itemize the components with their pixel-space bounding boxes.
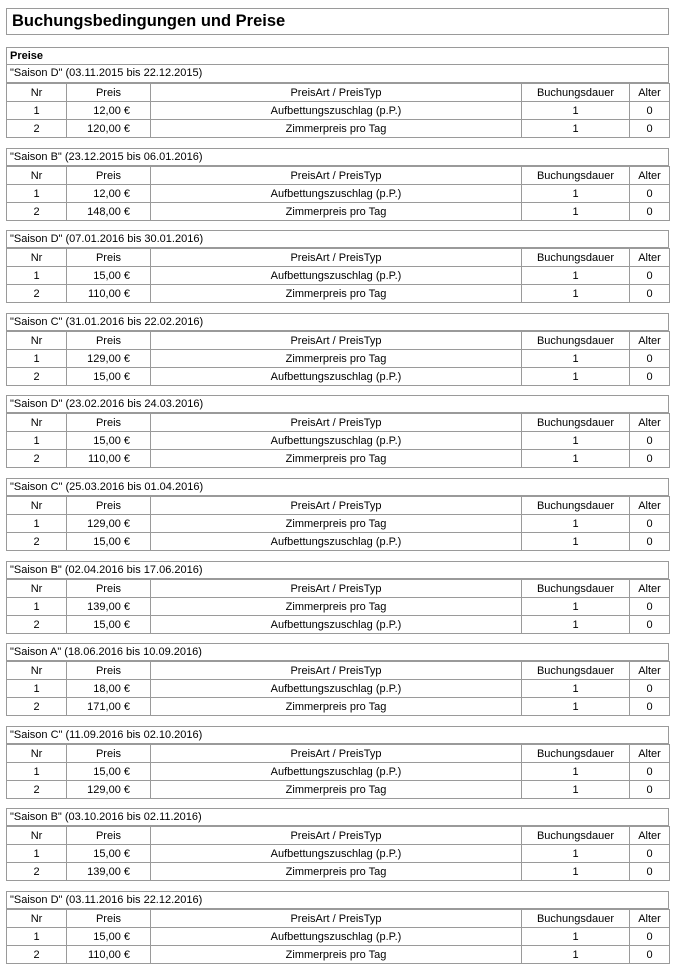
- column-header-preisart: PreisArt / PreisTyp: [151, 332, 522, 350]
- cell-alter: 0: [630, 763, 670, 781]
- cell-nr: 2: [7, 120, 67, 138]
- table-row: [7, 616, 670, 634]
- season-block: [6, 726, 669, 799]
- cell-alter: 0: [630, 203, 670, 221]
- table-header-row: [7, 414, 670, 432]
- cell-nr: 1: [7, 267, 67, 285]
- cell-buchungsdauer: 1: [522, 698, 630, 716]
- section-header-preise: Preise: [6, 47, 669, 65]
- cell-preis: 110,00 €: [67, 946, 151, 964]
- cell-nr: 2: [7, 616, 67, 634]
- season-title: "Saison B" (02.04.2016 bis 17.06.2016): [6, 561, 669, 579]
- cell-buchungsdauer: 1: [522, 285, 630, 303]
- cell-alter: 0: [630, 285, 670, 303]
- season-block: [6, 395, 669, 468]
- cell-preisart: Aufbettungszuschlag (p.P.): [151, 680, 522, 698]
- column-header-buchungsdauer: Buchungsdauer: [522, 414, 630, 432]
- column-header-preis: Preis: [67, 249, 151, 267]
- season-title: "Saison B" (03.10.2016 bis 02.11.2016): [6, 808, 669, 826]
- cell-preis: 15,00 €: [67, 616, 151, 634]
- cell-preisart: Aufbettungszuschlag (p.P.): [151, 763, 522, 781]
- cell-buchungsdauer: 1: [522, 450, 630, 468]
- cell-nr: 1: [7, 515, 67, 533]
- column-header-nr: Nr: [7, 84, 67, 102]
- cell-preisart: Aufbettungszuschlag (p.P.): [151, 368, 522, 386]
- cell-preisart: Zimmerpreis pro Tag: [151, 350, 522, 368]
- cell-buchungsdauer: 1: [522, 102, 630, 120]
- table-row: [7, 432, 670, 450]
- column-header-alter: Alter: [630, 910, 670, 928]
- column-header-alter: Alter: [630, 745, 670, 763]
- column-header-nr: Nr: [7, 827, 67, 845]
- cell-preisart: Aufbettungszuschlag (p.P.): [151, 616, 522, 634]
- column-header-buchungsdauer: Buchungsdauer: [522, 827, 630, 845]
- cell-preis: 15,00 €: [67, 368, 151, 386]
- cell-preis: 15,00 €: [67, 763, 151, 781]
- cell-nr: 2: [7, 203, 67, 221]
- cell-buchungsdauer: 1: [522, 781, 630, 799]
- cell-preisart: Zimmerpreis pro Tag: [151, 863, 522, 881]
- page-title: Buchungsbedingungen und Preise: [12, 12, 286, 30]
- cell-buchungsdauer: 1: [522, 185, 630, 203]
- cell-nr: 1: [7, 432, 67, 450]
- season-title: "Saison D" (07.01.2016 bis 30.01.2016): [6, 230, 669, 248]
- column-header-preis: Preis: [67, 662, 151, 680]
- cell-alter: 0: [630, 598, 670, 616]
- cell-alter: 0: [630, 928, 670, 946]
- cell-nr: 2: [7, 285, 67, 303]
- table-row: [7, 928, 670, 946]
- cell-buchungsdauer: 1: [522, 267, 630, 285]
- cell-buchungsdauer: 1: [522, 845, 630, 863]
- table-row: [7, 698, 670, 716]
- cell-preis: 110,00 €: [67, 285, 151, 303]
- column-header-preis: Preis: [67, 580, 151, 598]
- season-title: "Saison D" (03.11.2015 bis 22.12.2015): [6, 65, 669, 83]
- cell-preis: 15,00 €: [67, 928, 151, 946]
- cell-preis: 148,00 €: [67, 203, 151, 221]
- column-header-alter: Alter: [630, 580, 670, 598]
- table-row: [7, 102, 670, 120]
- title-box: [6, 8, 669, 35]
- cell-nr: 1: [7, 185, 67, 203]
- season-block: [6, 643, 669, 716]
- cell-alter: 0: [630, 102, 670, 120]
- column-header-buchungsdauer: Buchungsdauer: [522, 249, 630, 267]
- table-row: [7, 185, 670, 203]
- cell-buchungsdauer: 1: [522, 203, 630, 221]
- cell-nr: 2: [7, 450, 67, 468]
- cell-buchungsdauer: 1: [522, 598, 630, 616]
- column-header-nr: Nr: [7, 745, 67, 763]
- season-title: "Saison C" (25.03.2016 bis 01.04.2016): [6, 478, 669, 496]
- column-header-buchungsdauer: Buchungsdauer: [522, 497, 630, 515]
- column-header-preisart: PreisArt / PreisTyp: [151, 414, 522, 432]
- table-row: [7, 946, 670, 964]
- cell-nr: 2: [7, 946, 67, 964]
- cell-buchungsdauer: 1: [522, 368, 630, 386]
- cell-buchungsdauer: 1: [522, 863, 630, 881]
- table-row: [7, 863, 670, 881]
- season-title: "Saison A" (18.06.2016 bis 10.09.2016): [6, 643, 669, 661]
- cell-nr: 1: [7, 763, 67, 781]
- column-header-preisart: PreisArt / PreisTyp: [151, 497, 522, 515]
- column-header-nr: Nr: [7, 414, 67, 432]
- cell-preisart: Zimmerpreis pro Tag: [151, 946, 522, 964]
- column-header-alter: Alter: [630, 662, 670, 680]
- table-header-row: [7, 84, 670, 102]
- season-block: [6, 148, 669, 221]
- column-header-nr: Nr: [7, 910, 67, 928]
- column-header-preisart: PreisArt / PreisTyp: [151, 910, 522, 928]
- cell-buchungsdauer: 1: [522, 120, 630, 138]
- cell-nr: 2: [7, 863, 67, 881]
- table-row: [7, 781, 670, 799]
- column-header-alter: Alter: [630, 249, 670, 267]
- cell-preisart: Zimmerpreis pro Tag: [151, 285, 522, 303]
- cell-nr: 2: [7, 368, 67, 386]
- column-header-preis: Preis: [67, 414, 151, 432]
- price-table: [6, 496, 670, 551]
- table-row: [7, 845, 670, 863]
- season-title: "Saison B" (23.12.2015 bis 06.01.2016): [6, 148, 669, 166]
- column-header-preis: Preis: [67, 497, 151, 515]
- cell-alter: 0: [630, 533, 670, 551]
- cell-alter: 0: [630, 120, 670, 138]
- cell-preis: 139,00 €: [67, 598, 151, 616]
- column-header-preis: Preis: [67, 827, 151, 845]
- cell-preis: 129,00 €: [67, 781, 151, 799]
- table-row: [7, 203, 670, 221]
- cell-preis: 12,00 €: [67, 102, 151, 120]
- table-row: [7, 533, 670, 551]
- table-row: [7, 515, 670, 533]
- column-header-nr: Nr: [7, 249, 67, 267]
- season-block: [6, 65, 669, 138]
- cell-buchungsdauer: 1: [522, 763, 630, 781]
- cell-preis: 110,00 €: [67, 450, 151, 468]
- cell-alter: 0: [630, 946, 670, 964]
- column-header-preis: Preis: [67, 332, 151, 350]
- cell-preis: 129,00 €: [67, 350, 151, 368]
- cell-preis: 171,00 €: [67, 698, 151, 716]
- column-header-alter: Alter: [630, 827, 670, 845]
- cell-buchungsdauer: 1: [522, 350, 630, 368]
- column-header-nr: Nr: [7, 662, 67, 680]
- cell-preis: 129,00 €: [67, 515, 151, 533]
- season-title: "Saison D" (23.02.2016 bis 24.03.2016): [6, 395, 669, 413]
- cell-nr: 1: [7, 102, 67, 120]
- column-header-buchungsdauer: Buchungsdauer: [522, 662, 630, 680]
- table-row: [7, 368, 670, 386]
- cell-preisart: Aufbettungszuschlag (p.P.): [151, 102, 522, 120]
- cell-preis: 15,00 €: [67, 267, 151, 285]
- column-header-nr: Nr: [7, 332, 67, 350]
- price-table: [6, 248, 670, 303]
- column-header-preis: Preis: [67, 84, 151, 102]
- column-header-alter: Alter: [630, 497, 670, 515]
- table-row: [7, 680, 670, 698]
- price-table: [6, 744, 670, 799]
- table-header-row: [7, 745, 670, 763]
- cell-alter: 0: [630, 863, 670, 881]
- column-header-preisart: PreisArt / PreisTyp: [151, 662, 522, 680]
- cell-preisart: Zimmerpreis pro Tag: [151, 781, 522, 799]
- table-header-row: [7, 910, 670, 928]
- cell-preis: 15,00 €: [67, 845, 151, 863]
- cell-preisart: Zimmerpreis pro Tag: [151, 698, 522, 716]
- cell-nr: 1: [7, 845, 67, 863]
- price-table: [6, 413, 670, 468]
- cell-buchungsdauer: 1: [522, 946, 630, 964]
- cell-alter: 0: [630, 680, 670, 698]
- cell-alter: 0: [630, 185, 670, 203]
- table-header-row: [7, 167, 670, 185]
- cell-preis: 18,00 €: [67, 680, 151, 698]
- cell-alter: 0: [630, 368, 670, 386]
- cell-nr: 1: [7, 350, 67, 368]
- table-header-row: [7, 580, 670, 598]
- cell-alter: 0: [630, 515, 670, 533]
- table-row: [7, 598, 670, 616]
- table-header-row: [7, 249, 670, 267]
- cell-nr: 1: [7, 928, 67, 946]
- column-header-buchungsdauer: Buchungsdauer: [522, 332, 630, 350]
- cell-alter: 0: [630, 432, 670, 450]
- column-header-nr: Nr: [7, 497, 67, 515]
- column-header-nr: Nr: [7, 580, 67, 598]
- column-header-preis: Preis: [67, 167, 151, 185]
- table-header-row: [7, 497, 670, 515]
- cell-alter: 0: [630, 616, 670, 634]
- cell-nr: 2: [7, 533, 67, 551]
- price-table: [6, 166, 670, 221]
- cell-preisart: Aufbettungszuschlag (p.P.): [151, 928, 522, 946]
- season-block: [6, 561, 669, 634]
- price-table: [6, 331, 670, 386]
- season-title: "Saison D" (03.11.2016 bis 22.12.2016): [6, 891, 669, 909]
- column-header-buchungsdauer: Buchungsdauer: [522, 910, 630, 928]
- cell-preisart: Aufbettungszuschlag (p.P.): [151, 533, 522, 551]
- column-header-buchungsdauer: Buchungsdauer: [522, 167, 630, 185]
- column-header-preisart: PreisArt / PreisTyp: [151, 249, 522, 267]
- cell-buchungsdauer: 1: [522, 616, 630, 634]
- cell-alter: 0: [630, 350, 670, 368]
- cell-preisart: Zimmerpreis pro Tag: [151, 515, 522, 533]
- cell-buchungsdauer: 1: [522, 680, 630, 698]
- cell-preis: 120,00 €: [67, 120, 151, 138]
- column-header-buchungsdauer: Buchungsdauer: [522, 745, 630, 763]
- cell-preis: 15,00 €: [67, 533, 151, 551]
- column-header-alter: Alter: [630, 414, 670, 432]
- column-header-nr: Nr: [7, 167, 67, 185]
- cell-preisart: Aufbettungszuschlag (p.P.): [151, 432, 522, 450]
- cell-nr: 2: [7, 781, 67, 799]
- column-header-buchungsdauer: Buchungsdauer: [522, 580, 630, 598]
- season-block: [6, 313, 669, 386]
- table-header-row: [7, 332, 670, 350]
- cell-buchungsdauer: 1: [522, 533, 630, 551]
- price-table: [6, 826, 670, 881]
- cell-alter: 0: [630, 845, 670, 863]
- column-header-alter: Alter: [630, 332, 670, 350]
- cell-preis: 139,00 €: [67, 863, 151, 881]
- table-row: [7, 285, 670, 303]
- column-header-preisart: PreisArt / PreisTyp: [151, 827, 522, 845]
- price-table: [6, 909, 670, 964]
- cell-alter: 0: [630, 781, 670, 799]
- price-table: [6, 661, 670, 716]
- cell-preisart: Zimmerpreis pro Tag: [151, 598, 522, 616]
- cell-preisart: Zimmerpreis pro Tag: [151, 203, 522, 221]
- column-header-preisart: PreisArt / PreisTyp: [151, 84, 522, 102]
- column-header-preisart: PreisArt / PreisTyp: [151, 580, 522, 598]
- cell-nr: 1: [7, 680, 67, 698]
- table-header-row: [7, 827, 670, 845]
- cell-preisart: Aufbettungszuschlag (p.P.): [151, 185, 522, 203]
- price-table: [6, 83, 670, 138]
- cell-preisart: Aufbettungszuschlag (p.P.): [151, 845, 522, 863]
- column-header-buchungsdauer: Buchungsdauer: [522, 84, 630, 102]
- cell-preisart: Zimmerpreis pro Tag: [151, 120, 522, 138]
- column-header-alter: Alter: [630, 167, 670, 185]
- cell-alter: 0: [630, 450, 670, 468]
- cell-preisart: Aufbettungszuschlag (p.P.): [151, 267, 522, 285]
- cell-alter: 0: [630, 267, 670, 285]
- cell-buchungsdauer: 1: [522, 928, 630, 946]
- column-header-preisart: PreisArt / PreisTyp: [151, 745, 522, 763]
- season-block: [6, 808, 669, 881]
- season-block: [6, 230, 669, 303]
- cell-preisart: Zimmerpreis pro Tag: [151, 450, 522, 468]
- column-header-preis: Preis: [67, 745, 151, 763]
- cell-alter: 0: [630, 698, 670, 716]
- cell-preis: 12,00 €: [67, 185, 151, 203]
- table-row: [7, 450, 670, 468]
- cell-nr: 2: [7, 698, 67, 716]
- table-row: [7, 120, 670, 138]
- cell-preis: 15,00 €: [67, 432, 151, 450]
- season-title: "Saison C" (31.01.2016 bis 22.02.2016): [6, 313, 669, 331]
- column-header-preis: Preis: [67, 910, 151, 928]
- cell-buchungsdauer: 1: [522, 432, 630, 450]
- table-header-row: [7, 662, 670, 680]
- table-row: [7, 267, 670, 285]
- season-block: [6, 891, 669, 964]
- table-row: [7, 763, 670, 781]
- column-header-alter: Alter: [630, 84, 670, 102]
- cell-nr: 1: [7, 598, 67, 616]
- price-table: [6, 579, 670, 634]
- season-block: [6, 478, 669, 551]
- cell-buchungsdauer: 1: [522, 515, 630, 533]
- season-title: "Saison C" (11.09.2016 bis 02.10.2016): [6, 726, 669, 744]
- table-row: [7, 350, 670, 368]
- column-header-preisart: PreisArt / PreisTyp: [151, 167, 522, 185]
